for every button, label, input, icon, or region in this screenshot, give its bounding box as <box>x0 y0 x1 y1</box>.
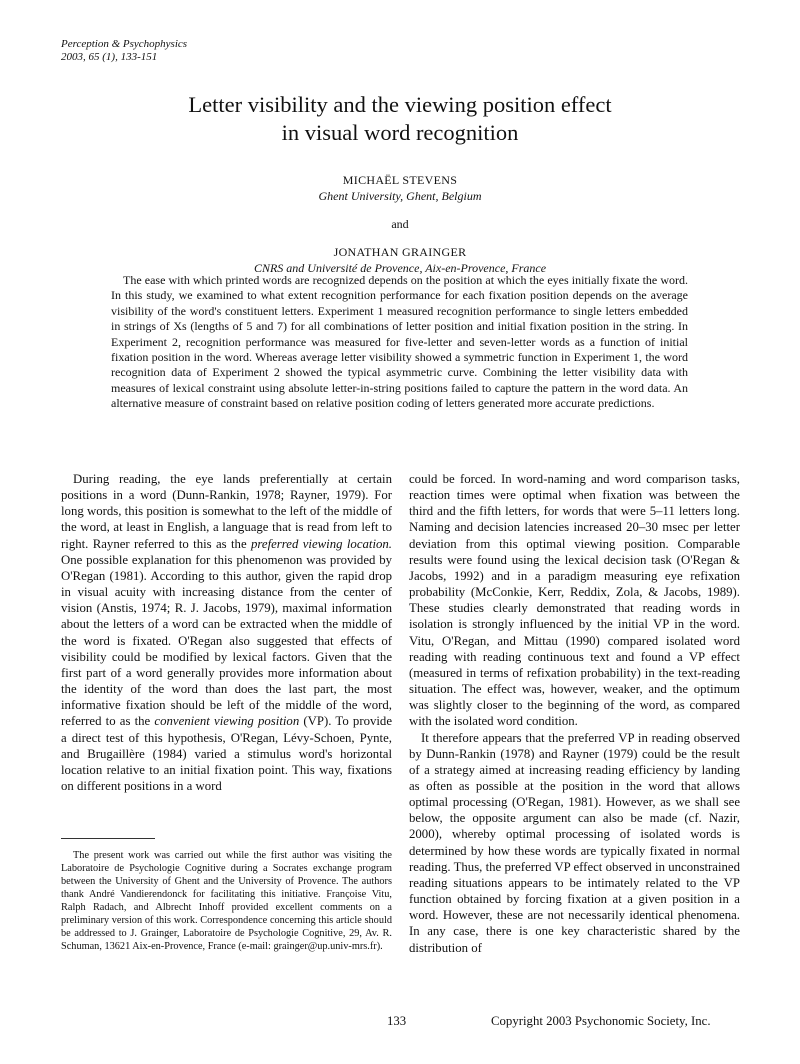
text-run: During reading, the eye lands preferentially at certain positions in a word (Dunn-Rankin, 1978; Rayner, 1979). For long words, this position is somewhat to the left of the middle of the word, at least in English, a language that is read from left to right. Rayner referred to this as the <box>61 472 392 551</box>
author-conjunction: and <box>391 217 409 231</box>
article-title <box>0 91 800 147</box>
body-paragraph: could be forced. In word-naming and word comparison tasks, reaction times were optimal when fixation was between the third and the fifth letters, for words that were 5–11 letters long. Naming and decision latencies increased 20–30 msec per letter deviation from this optimal viewing position. Comparable results were found using the lexical decision task (O'Regan & Jacobs, 1992) and in a paradigm measuring eye refixation probability (McConkie, Kerr, Reddix, Zola, & Jacobs, 1989). These studies clearly demonstrated that reading words in isolation is strongly influenced by the initial VP in the word. Vitu, O'Regan, and Mittau (1990) compared isolated word reading with reading continuous text and found a VP effect (measured in terms of refixation probability) in the text-reading situation. The effect was, however, weaker, and the optimum was slightly closer to the beginning of the word, as compared with the isolated word condition. <box>409 472 740 729</box>
abstract: The ease with which printed words are recognized depends on the position at which the eyes initially fixate the word. In this study, we examined to what extent recognition performance for each fixation position depends on the average visibility of the word's constituent letters. Experiment 1 measured recognition performance to single letters embedded in strings of Xs (lengths of 5 and 7) for all combinations of letter position and initial fixation position in the string. In Experiment 2, recognition performance was measured for five-letter and seven-letter words as a function of initial fixation position in the word. Whereas average letter visibility showed a symmetric function in Experiment 1, the word recognition data of Experiment 2 showed the typical asymmetric curve. Combining the letter visibility data with measures of lexical constraint using absolute letter-in-string positions failed to capture the pattern in the word data. An alternative measure of constraint based on relative position coding of letters generated more accurate predictions. <box>111 273 688 411</box>
author-2-affiliation: CNRS and Université de Provence, Aix-en-Provence, France <box>253 261 547 275</box>
page-number: 133 <box>387 1014 407 1028</box>
emphasis-term: preferred viewing location. <box>250 536 393 551</box>
emphasis-term: convenient viewing position <box>154 714 300 729</box>
title-line-2: in visual word recognition <box>281 120 519 145</box>
footnote-divider <box>61 838 155 839</box>
body-column-left <box>61 471 392 794</box>
journal-header <box>61 38 187 64</box>
text-run: (VP). To provide a direct test of this hypothesis, O'Regan, Lévy-Schoen, Pynte, and Brugaillère (1984) varied a stimulus word's horizontal location relative to an initial fixation point. This way, fixations on different positions in a word <box>61 714 393 793</box>
author-1-name: MICHAËL STEVENS <box>342 173 458 187</box>
body-paragraph <box>61 471 392 794</box>
title-line-1: Letter visibility and the viewing position effect <box>188 92 612 117</box>
footnote: The present work was carried out while the first author was visiting the Laboratoire de Psychologie Cognitive during a Socrates exchange program between the University of Ghent and the University of Provence. The authors thank André Vandierendonck for facilitating this initiative. Françoise Vitu, Ralph Radach, and Albrecht Inhoff provided excellent comments on a preliminary version of this work. Correspondence concerning this article should be addressed to J. Grainger, Laboratoire de Psychologie Cognitive, 29, Av. R. Schuman, 13621 Aix-en-Provence, France (e-mail: grainger@up.univ-mrs.fr). <box>61 850 392 952</box>
journal-citation: 2003, 65 (1), 133-151 <box>61 51 158 63</box>
copyright-notice: Copyright 2003 Psychonomic Society, Inc. <box>491 1014 711 1028</box>
text-run: One possible explanation for this phenomenon was provided by O'Regan (1981). According to this author, given the rapid drop in visual acuity with increasing distance from the center of vision (Anstis, 1974; R. J. Jacobs, 1979), maximal information about the letters of a word can be extracted when the middle of the word is fixated. O'Regan also suggested that effects of visibility could be modified by lexical factors. Given that the first part of a word generally provides more information about the identity of the word than does the last part, the most informative fixation should be left of the middle of the word, referred to as the <box>61 552 392 729</box>
body-column-right <box>409 471 740 956</box>
author-1-affiliation: Ghent University, Ghent, Belgium <box>318 189 482 203</box>
author-2-name: JONATHAN GRAINGER <box>333 245 467 259</box>
body-paragraph: It therefore appears that the preferred VP in reading observed by Dunn-Rankin (1978) and Rayner (1979) could be the result of a strategy aimed at increasing reading efficiency by landing as often as possible at the position in the word that allows optimal processing (O'Regan, 1981). However, as we shall see below, the opposite argument can also be made (cf. Nazir, 2000), whereby optimal processing of isolated words is determined by how these words are typically fixated in normal reading. Thus, the preferred VP effect observed in unconstrained reading situations appears to be intimately related to the VP function obtained by forcing fixation at a given position in a word. However, these are not necessarily identical phenomena. In any case, there is one key characteristic shared by the distribution of <box>409 730 740 955</box>
journal-name: Perception & Psychophysics <box>61 38 188 50</box>
author-block <box>0 172 800 276</box>
